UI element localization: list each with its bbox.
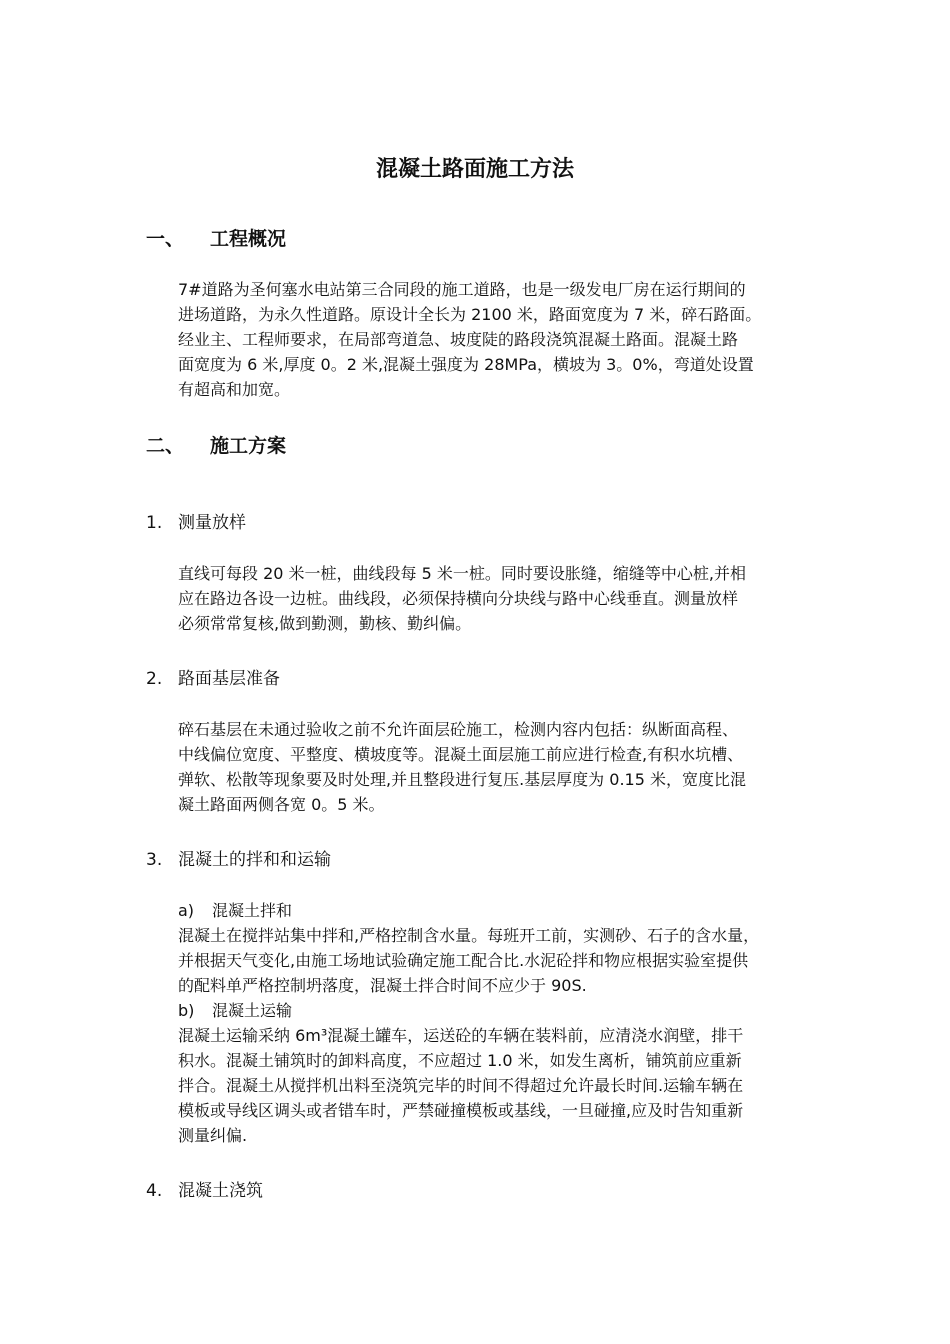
item-number: a) [178,901,195,920]
item-number: b) [178,1001,195,1020]
survey-paragraph [178,561,818,636]
section-heading-overview [146,225,286,253]
text-line: 混凝土运输采纳 6m³混凝土罐车，运送砼的车辆在装料前，应清浇水润壁，排干 [178,1026,744,1045]
subsection-number: 3. [146,850,163,870]
section-number: 二、 [146,435,185,457]
subsection-title: 混凝土的拌和和运输 [178,850,331,870]
subsection-number: 2. [146,669,163,689]
text-line: 应在路边各设一边桩。曲线段，必须保持横向分块线与路中心线垂直。测量放样 [178,589,739,608]
text-line: 有超高和加宽。 [178,380,291,399]
text-line: 进场道路，为永久性道路。原设计全长为 2100 米，路面宽度为 7 米，碎石路面。 [178,305,762,324]
subsection-heading-survey [146,510,246,536]
section-number: 一、 [146,228,185,250]
subsection-heading-pouring [146,1178,263,1204]
text-line: 测量纠偏. [178,1126,248,1145]
item-heading-transport [178,998,292,1023]
document-title: 混凝土路面施工方法 [375,157,574,182]
text-line: 经业主、工程师要求，在局部弯道急、坡度陡的路段浇筑混凝土路面。混凝土路 [178,330,739,349]
text-line: 面宽度为 6 米,厚度 0。2 米,混凝土强度为 28MPa，横坡为 3。0%，弯道处设置 [178,355,754,374]
text-line: 拌合。混凝土从搅拌机出料至浇筑完毕的时间不得超过允许最长时间.运输车辆在 [178,1076,744,1095]
text-line: 凝土路面两侧各宽 0。5 米。 [178,795,385,814]
text-line: 碎石基层在未通过验收之前不允许面层砼施工，检测内容内包括：纵断面高程、 [178,720,739,739]
subsection-title: 路面基层准备 [178,669,280,689]
subsection-heading-base [146,666,280,692]
item-title: 混凝土拌和 [212,901,293,920]
text-line: 7#道路为圣何塞水电站第三合同段的施工道路，也是一级发电厂房在运行期间的 [178,280,746,299]
text-line: 弹软、松散等现象要及时处理,并且整段进行复压.基层厚度为 0.15 米，宽度比混 [178,770,746,789]
subsection-number: 1. [146,513,163,533]
section-title: 施工方案 [210,435,287,457]
transport-paragraph [178,1023,818,1148]
item-title: 混凝土运输 [212,1001,293,1020]
section-heading-plan [146,432,286,460]
text-line: 模板或导线区调头或者错车时，严禁碰撞模板或基线，一旦碰撞,应及时告知重新 [178,1101,744,1120]
subsection-heading-mixing-transport [146,847,331,873]
subsection-title: 混凝土浇筑 [178,1181,263,1201]
text-line: 直线可每段 20 米一桩，曲线段每 5 米一桩。同时要设胀缝，缩缝等中心桩,并相 [178,564,746,583]
overview-paragraph [178,277,818,402]
text-line: 积水。混凝土铺筑时的卸料高度，不应超过 1.0 米，如发生离析，铺筑前应重新 [178,1051,742,1070]
base-paragraph [178,717,818,817]
item-heading-mixing [178,898,292,923]
text-line: 混凝土在搅拌站集中拌和,严格控制含水量。每班开工前，实测砂、石子的含水量， [178,926,760,945]
text-line: 的配料单严格控制坍落度，混凝土拌合时间不应少于 90S. [178,976,587,995]
subsection-number: 4. [146,1181,163,1201]
text-line: 并根据天气变化,由施工场地试验确定施工配合比.水泥砼拌和物应根据实验室提供 [178,951,749,970]
subsection-title: 测量放样 [178,513,246,533]
text-line: 中线偏位宽度、平整度、横坡度等。混凝土面层施工前应进行检查,有积水坑槽、 [178,745,744,764]
mixing-paragraph [178,923,818,998]
text-line: 必须常常复核,做到勤测，勤核、勤纠偏。 [178,614,472,633]
section-title: 工程概况 [210,228,287,250]
